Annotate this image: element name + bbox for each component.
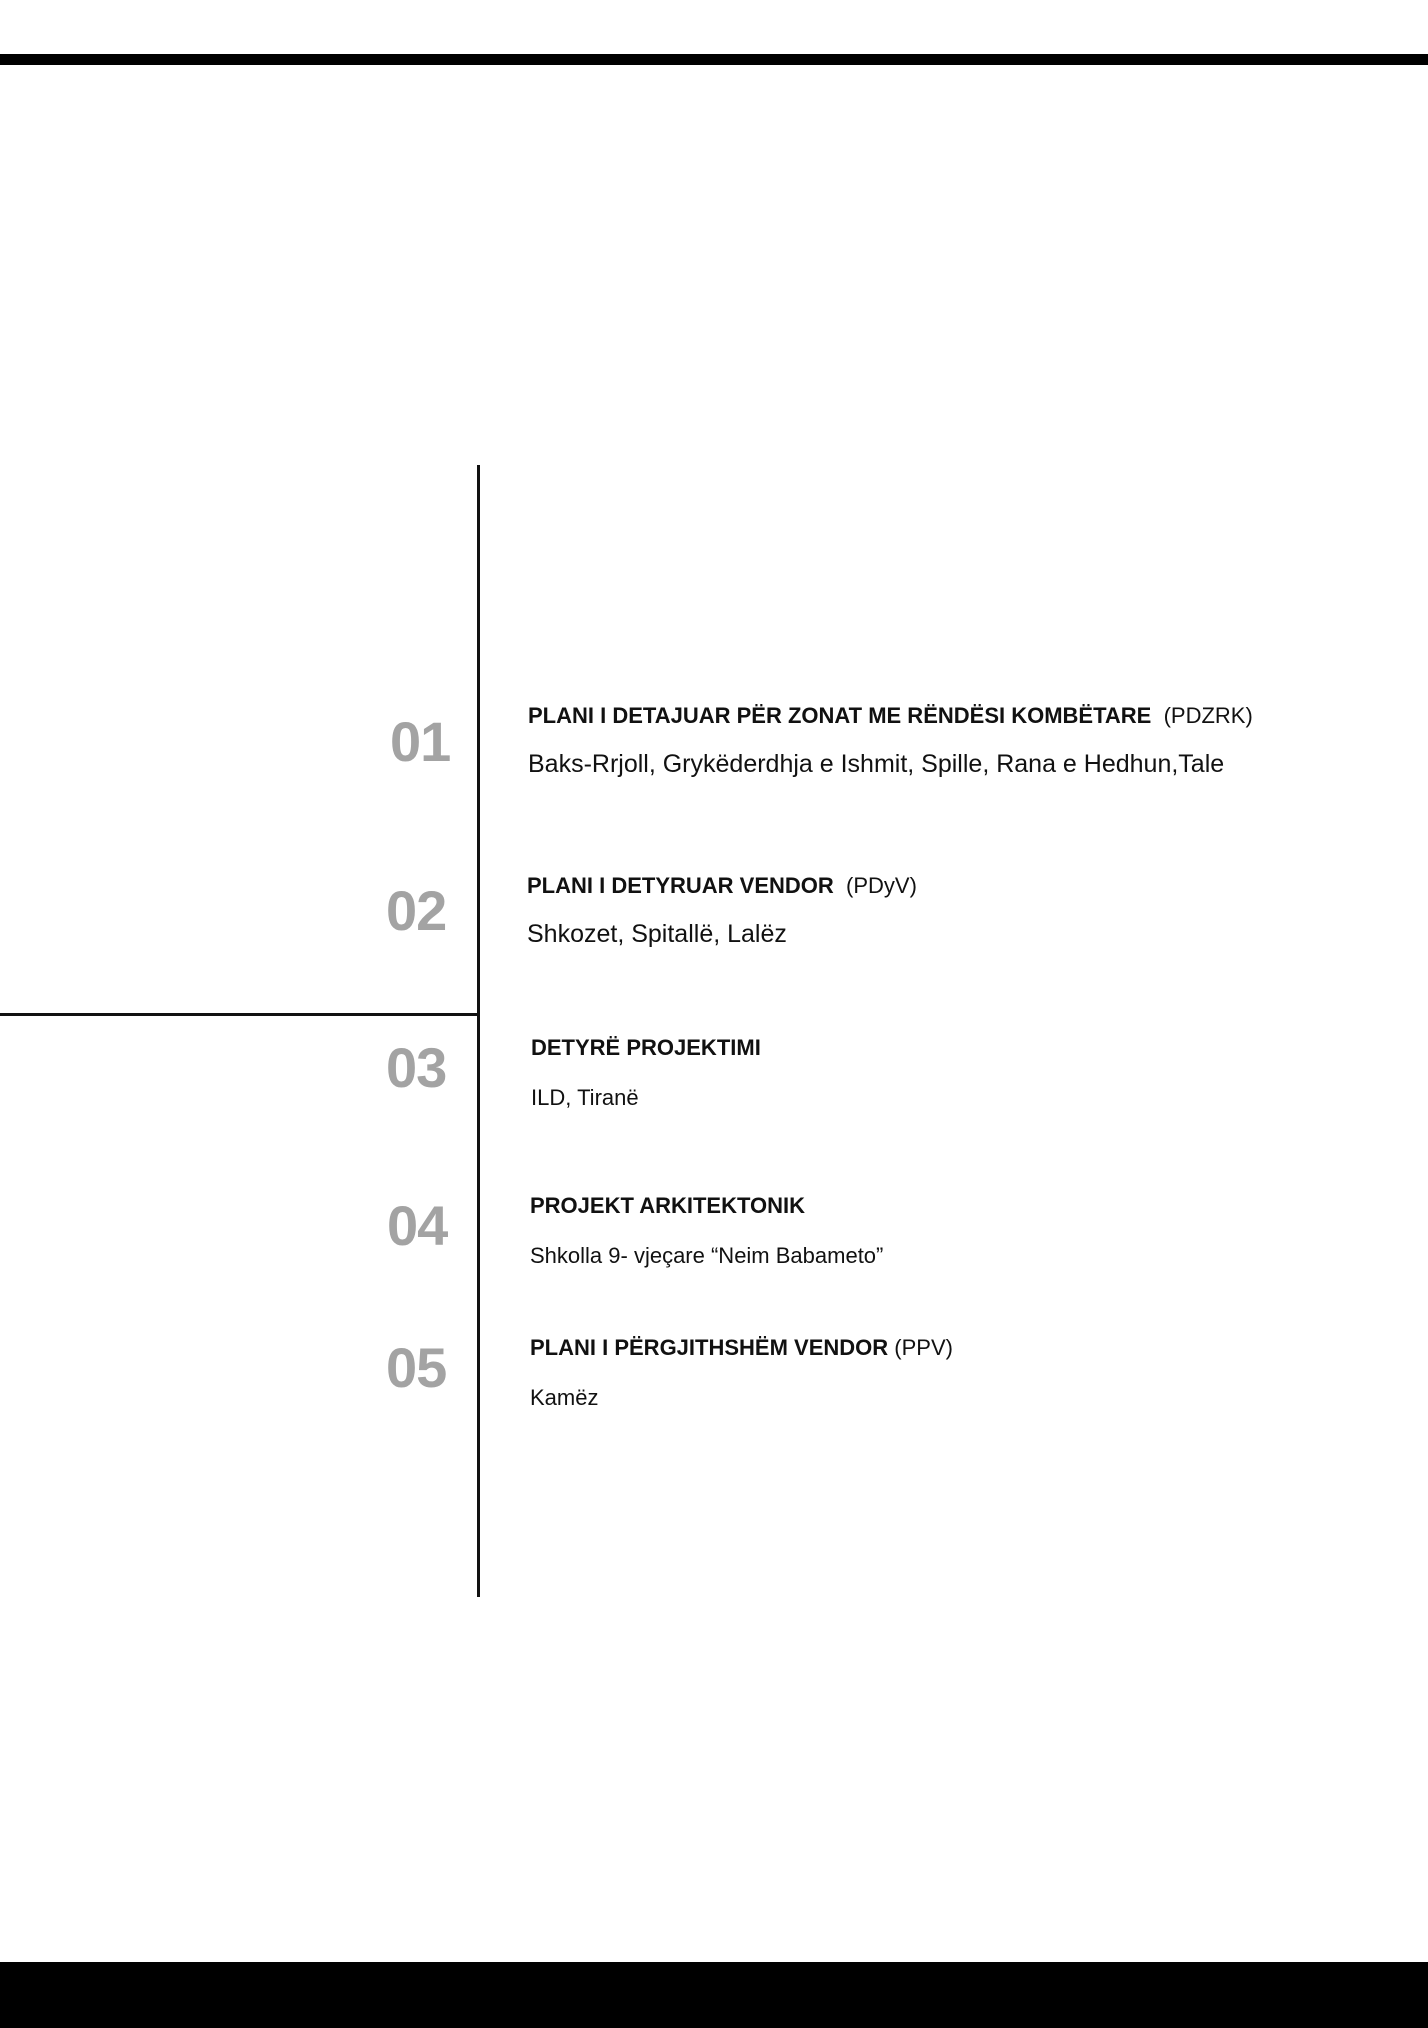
section-entry	[530, 1193, 1428, 1269]
section-entry	[531, 1035, 1428, 1111]
section-title-text: DETYRË PROJEKTIMI	[531, 1035, 761, 1060]
section-abbreviation: (PPV)	[894, 1335, 953, 1360]
section-description: Baks-Rrjoll, Grykëderdhja e Ishmit, Spille, Rana e Hedhun,Tale	[528, 750, 1225, 778]
bottom-band	[0, 1962, 1428, 2028]
section-description: Shkolla 9- vjeçare “Neim Babameto”	[530, 1243, 884, 1268]
section-abbreviation: (PDZRK)	[1163, 703, 1253, 728]
section-title	[530, 1193, 1428, 1219]
section-title	[530, 1335, 1428, 1361]
section-number: 03	[386, 1036, 447, 1099]
section-title-text: PLANI I PËRGJITHSHËM VENDOR	[530, 1335, 889, 1360]
section-title-text: PLANI I DETAJUAR PËR ZONAT ME RËNDËSI KOMBËTARE	[528, 703, 1152, 728]
section-description: ILD, Tiranë	[531, 1085, 639, 1110]
section-title-text: PLANI I DETYRUAR VENDOR	[527, 873, 834, 898]
section-title	[527, 873, 1428, 899]
section-entry	[527, 873, 1428, 949]
section-title	[528, 703, 1428, 729]
section-number: 01	[390, 710, 451, 773]
section-number: 05	[386, 1336, 447, 1399]
section-entry	[528, 703, 1428, 779]
section-abbreviation: (PDyV)	[846, 873, 917, 898]
horizontal-divider	[0, 1013, 480, 1016]
vertical-divider	[477, 465, 480, 1597]
section-title-text: PROJEKT ARKITEKTONIK	[530, 1193, 806, 1218]
top-rule	[0, 54, 1428, 65]
section-title	[531, 1035, 1428, 1061]
section-description: Kamëz	[530, 1385, 599, 1410]
section-number: 04	[387, 1194, 448, 1257]
section-number: 02	[386, 879, 447, 942]
section-description: Shkozet, Spitallë, Lalëz	[527, 920, 787, 948]
section-entry	[530, 1335, 1428, 1411]
